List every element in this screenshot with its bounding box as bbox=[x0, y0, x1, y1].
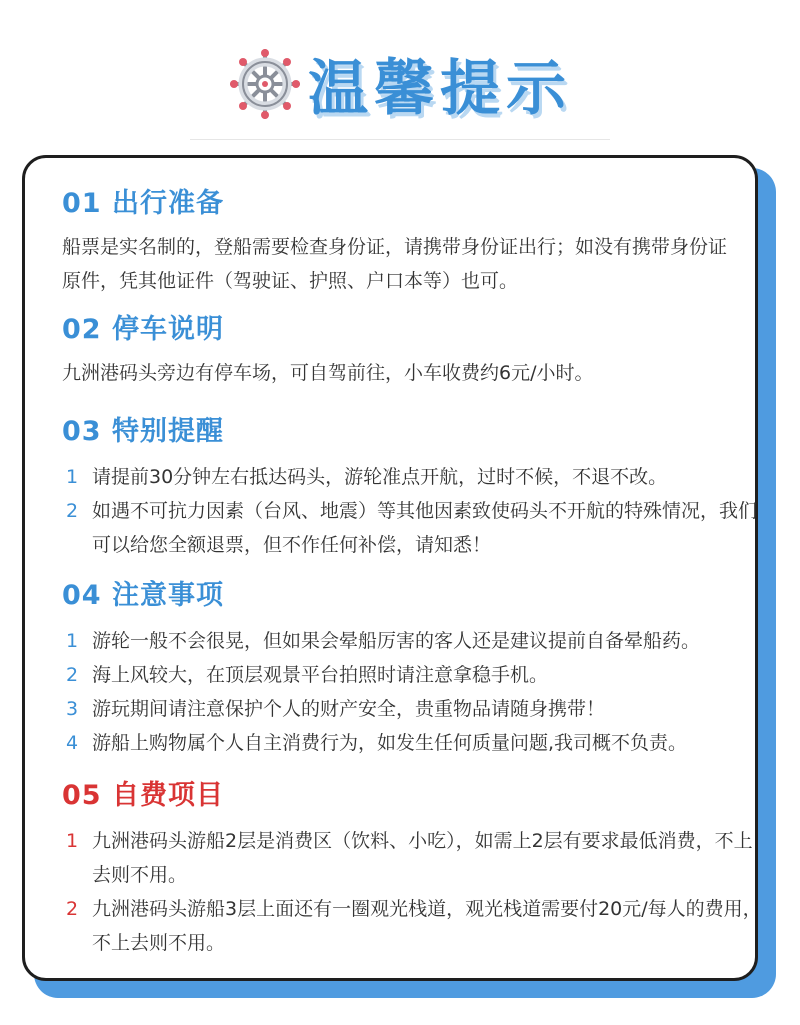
item-text: 游船上购物属个人自主消费行为，如发生任何质量问题,我司概不负责。 bbox=[92, 732, 688, 754]
item-number: 4 bbox=[66, 732, 79, 754]
section-title: 02 停车说明 bbox=[62, 314, 224, 345]
item-number: 2 bbox=[66, 664, 79, 686]
item-number: 2 bbox=[66, 500, 79, 522]
section-self-paid bbox=[62, 776, 762, 960]
list-item bbox=[62, 460, 762, 494]
section-title: 05 自费项目 bbox=[62, 780, 224, 811]
item-text: 九洲港码头游船3层上面还有一圈观光栈道，观光栈道需要付20元/每人的费用，不上去则不用。 bbox=[92, 898, 762, 954]
item-text: 如遇不可抗力因素（台风、地震）等其他因素致使码头不开航的特殊情况，我们可以给您全额退票，但不作任何补偿，请知悉！ bbox=[92, 500, 758, 556]
header bbox=[0, 36, 800, 132]
list-item bbox=[62, 494, 762, 562]
section-title: 04 注意事项 bbox=[62, 580, 224, 611]
list-item bbox=[62, 892, 762, 960]
item-text: 九洲港码头游船2层是消费区（饮料、小吃），如需上2层有要求最低消费，不上去则不用。 bbox=[92, 830, 753, 886]
page-title: 温馨提示 bbox=[308, 54, 572, 124]
section-special-reminder bbox=[62, 412, 762, 562]
list-item bbox=[62, 692, 762, 726]
ship-wheel-icon bbox=[228, 47, 302, 121]
section-notes bbox=[62, 576, 762, 760]
list-item bbox=[62, 624, 762, 658]
section-parking bbox=[62, 310, 762, 390]
section-paragraph: 九洲港码头旁边有停车场，可自驾前往，小车收费约6元/小时。 bbox=[62, 362, 594, 384]
item-number: 3 bbox=[66, 698, 79, 720]
list-item bbox=[62, 726, 762, 760]
title-divider bbox=[190, 139, 610, 140]
item-number: 1 bbox=[66, 466, 79, 488]
section-paragraph: 船票是实名制的，登船需要检查身份证，请携带身份证出行；如没有携带身份证原件，凭其他证件（驾驶证、护照、户口本等）也可。 bbox=[62, 236, 728, 292]
item-number: 1 bbox=[66, 830, 79, 852]
item-text: 请提前30分钟左右抵达码头，游轮准点开航，过时不候，不退不改。 bbox=[92, 466, 668, 488]
section-title: 01 出行准备 bbox=[62, 188, 224, 219]
item-text: 游轮一般不会很晃，但如果会晕船厉害的客人还是建议提前自备晕船药。 bbox=[92, 630, 701, 652]
section-travel-prep bbox=[62, 184, 762, 298]
item-number: 2 bbox=[66, 898, 79, 920]
section-title: 03 特别提醒 bbox=[62, 416, 224, 447]
list-item bbox=[62, 824, 762, 892]
item-number: 1 bbox=[66, 630, 79, 652]
list-item bbox=[62, 658, 762, 692]
item-text: 海上风较大，在顶层观景平台拍照时请注意拿稳手机。 bbox=[92, 664, 549, 686]
item-text: 游玩期间请注意保护个人的财产安全，贵重物品请随身携带！ bbox=[92, 698, 606, 720]
